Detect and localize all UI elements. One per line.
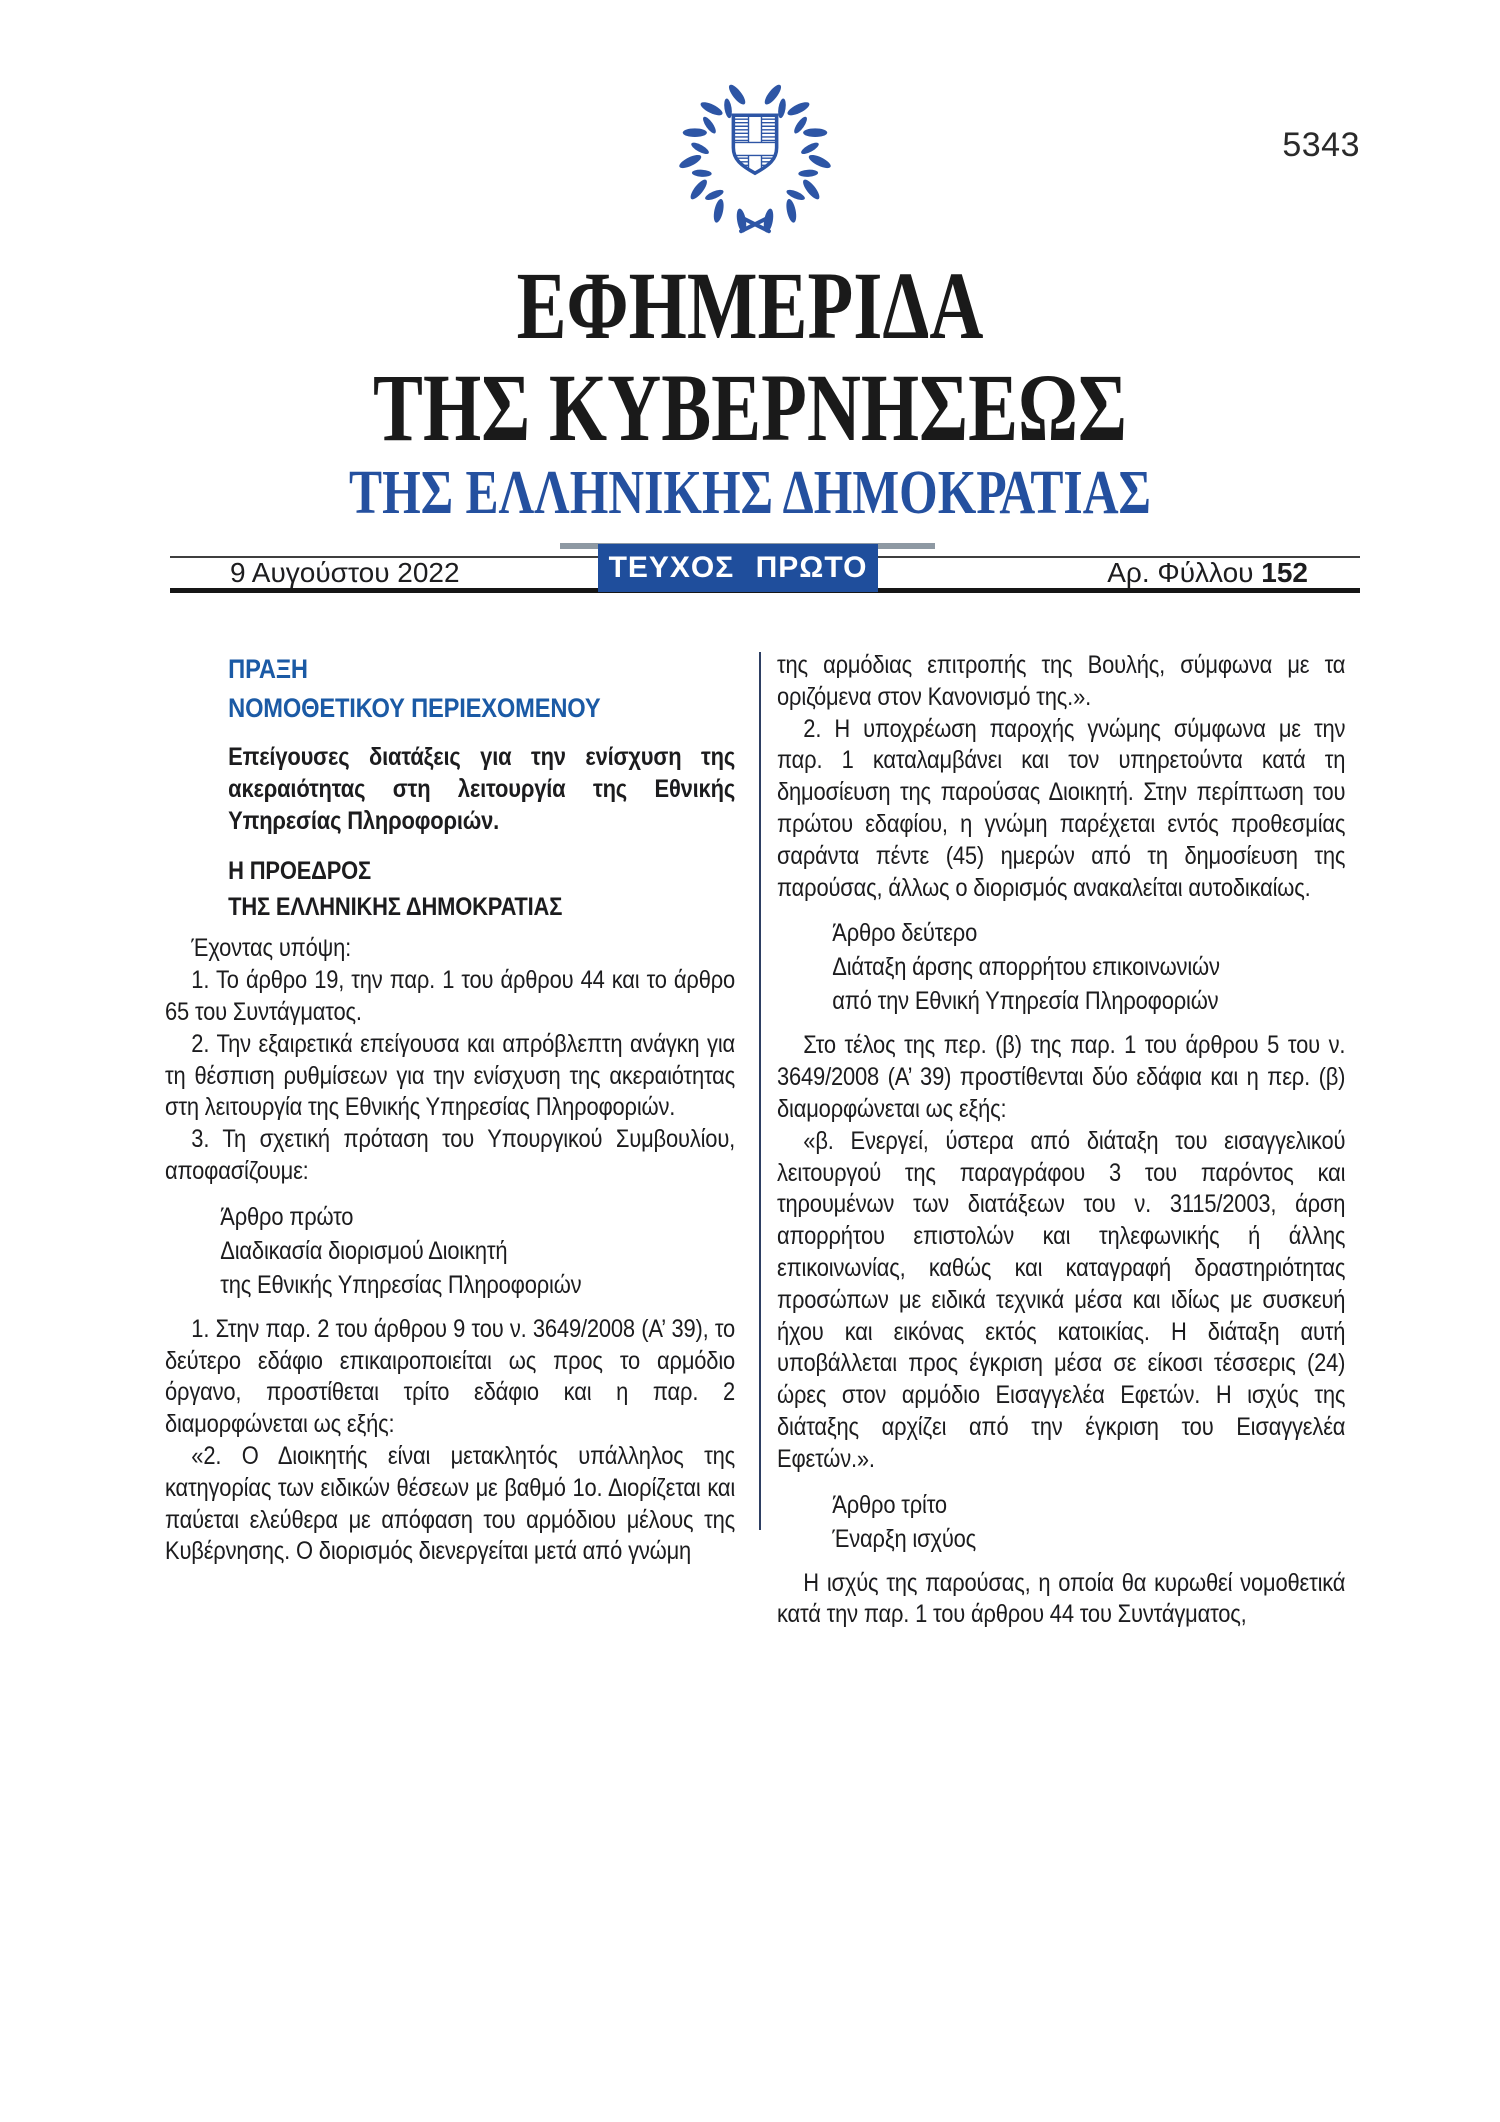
- date-issue-bar: [170, 543, 1360, 592]
- column-right: [777, 650, 1345, 1631]
- para-block: «2. Ο Διοικητής είναι μετακλητός υπάλληλος της κατηγορίας των ειδικών θέσεων με βαθμό 1ο. Διορίζεται και παύεται ελεύθερα με απόφαση του αρμόδιου μέλους της Κυβέρνησης. Ο διορισμός διενεργείται μετά από γνώμη: [165, 1441, 736, 1566]
- subheading-block: [165, 853, 735, 925]
- article-heading-line: Διάταξη άρσης απορρήτου επικοινωνιών: [832, 953, 1220, 982]
- issue-number: [1107, 558, 1308, 588]
- column-divider: [759, 652, 761, 1530]
- heading-blue-line: ΠΡΑΞΗ: [228, 654, 308, 684]
- para-block: Στο τέλος της περ. (β) της παρ. 1 του άρθρου 5 του ν. 3649/2008 (Α’ 39) προστίθενται δύο εδάφια και η περ. (β) διαμορφώνεται ως εξής:: [777, 1031, 1346, 1123]
- para-block: 2. Η υποχρέωση παροχής γνώμης σύμφωνα με την παρ. 1 καταλαμβάνει και τον υπηρετούντα κατά τη δημοσίευση της παρούσας Διοικητή. Στην περίπτωση του πρώτου εδαφίου, η γνώμη παρέχεται εντός προθεσμίας σαράντα πέντε (45) ημερών από τη δημοσίευση της παρούσας, άλλως ο διορισμός ανακαλείται αυτοδικαίως.: [777, 714, 1346, 902]
- article-heading-line: Διαδικασία διορισμού Διοικητή: [220, 1236, 508, 1265]
- heading-blue-line: ΝΟΜΟΘΕΤΙΚΟΥ ΠΕΡΙΕΧΟΜΕΝΟΥ: [228, 693, 601, 723]
- article-heading-line: από την Εθνική Υπηρεσία Πληροφοριών: [832, 987, 1219, 1016]
- masthead-title-line2: ΤΗΣ ΚΥΒΕΡΝΗΣΕΩΣ: [373, 354, 1127, 461]
- para-block: «β. Ενεργεί, ύστερα από διάταξη του εισαγγελικού λειτουργού της παραγράφου 3 του παρόντος και τηρουμένων των διατάξεων του ν. 3115/2003, άρση απορρήτου επιστολών και τηλεφωνικής ή άλλης επικοινωνίας, καθώς και καταγραφή δραστηριότητας προσώπων με ειδικά τεχνικά μέσα και ιδίως με συσκευή ήχου και εικόνας εκτός κατοικίας. Η διάταξη αυτή υποβάλλεται προς έγκριση μέσα σε είκοσι τέσσερις (24) ώρες στον αρμόδιο Εισαγγελέα Εφετών. Η ισχύς της διάταξης αρχίζει από την έγκριση του Εισαγγελέα Εφετών.».: [777, 1126, 1346, 1473]
- page-number: 5343: [1282, 126, 1360, 164]
- article-heading-line: Άρθρο τρίτο: [832, 1490, 947, 1519]
- issue-number-label: Αρ. Φύλλου: [1107, 557, 1254, 588]
- issue-series-badge: ΤΕΥΧΟΣ ΠΡΩΤΟ: [598, 544, 878, 592]
- article-heading-line: Άρθρο δεύτερο: [832, 919, 978, 948]
- column-left: [165, 650, 735, 1568]
- para-block: Η ισχύς της παρούσας, η οποία θα κυρωθεί νομοθετικά κατά την παρ. 1 του άρθρου 44 του Συντάγματος,: [777, 1568, 1346, 1629]
- article-heading-block: [777, 916, 1345, 1018]
- para-block: 3. Τη σχετική πρόταση του Υπουργικού Συμβουλίου, αποφασίζουμε:: [165, 1125, 736, 1185]
- article-heading-line: Έναρξη ισχύος: [832, 1524, 977, 1553]
- greek-coat-of-arms-icon: [675, 72, 835, 242]
- para-block: 1. Το άρθρο 19, την παρ. 1 του άρθρου 44 και το άρθρο 65 του Συντάγματος.: [165, 966, 736, 1026]
- lead-block: Επείγουσες διατάξεις για την ενίσχυση της ακεραιότητας στη λειτουργία της Εθνικής Υπηρεσίας Πληροφοριών.: [228, 743, 736, 835]
- cross-shield: [733, 115, 776, 174]
- para-block: Έχοντας υπόψη:: [191, 934, 352, 963]
- publication-date: 9 Αυγούστου 2022: [230, 557, 460, 588]
- para-cont-block: της αρμόδιας επιτροπής της Βουλής, σύμφωνα με τα οριζόμενα στον Κανονισμό της.».: [777, 651, 1346, 711]
- masthead-subtitle: ΤΗΣ ΕΛΛΗΝΙΚΗΣ ΔΗΜΟΚΡΑΤΙΑΣ: [349, 459, 1151, 527]
- para-block: 2. Την εξαιρετικά επείγουσα και απρόβλεπτη ανάγκη για τη θέσπιση ρυθμίσεων για την ενίσχυση της ακεραιότητας στη λειτουργία της Εθνικής Υπηρεσίας Πληροφοριών.: [165, 1029, 736, 1122]
- heading-blue-block: [165, 650, 735, 728]
- subheading-line: ΤΗΣ ΕΛΛΗΝΙΚΗΣ ΔΗΜΟΚΡΑΤΙΑΣ: [228, 893, 563, 922]
- subheading-line: Η ΠΡΟΕΔΡΟΣ: [228, 857, 372, 886]
- article-heading-block: [777, 1488, 1345, 1556]
- issue-number-value: 152: [1261, 557, 1308, 588]
- article-heading-line: Άρθρο πρώτο: [220, 1202, 354, 1231]
- article-heading-line: της Εθνικής Υπηρεσίας Πληροφοριών: [220, 1270, 582, 1299]
- para-block: 1. Στην παρ. 2 του άρθρου 9 του ν. 3649/2008 (Α’ 39), το δεύτερο εδάφιο επικαιροποιείται ως προς το αρμόδιο όργανο, προστίθεται τρίτο εδάφιο και η παρ. 2 διαμορφώνεται ως εξής:: [165, 1314, 736, 1439]
- article-heading-block: [165, 1200, 735, 1302]
- masthead-title-line1: ΕΦΗΜΕΡΙΔΑ: [516, 252, 984, 359]
